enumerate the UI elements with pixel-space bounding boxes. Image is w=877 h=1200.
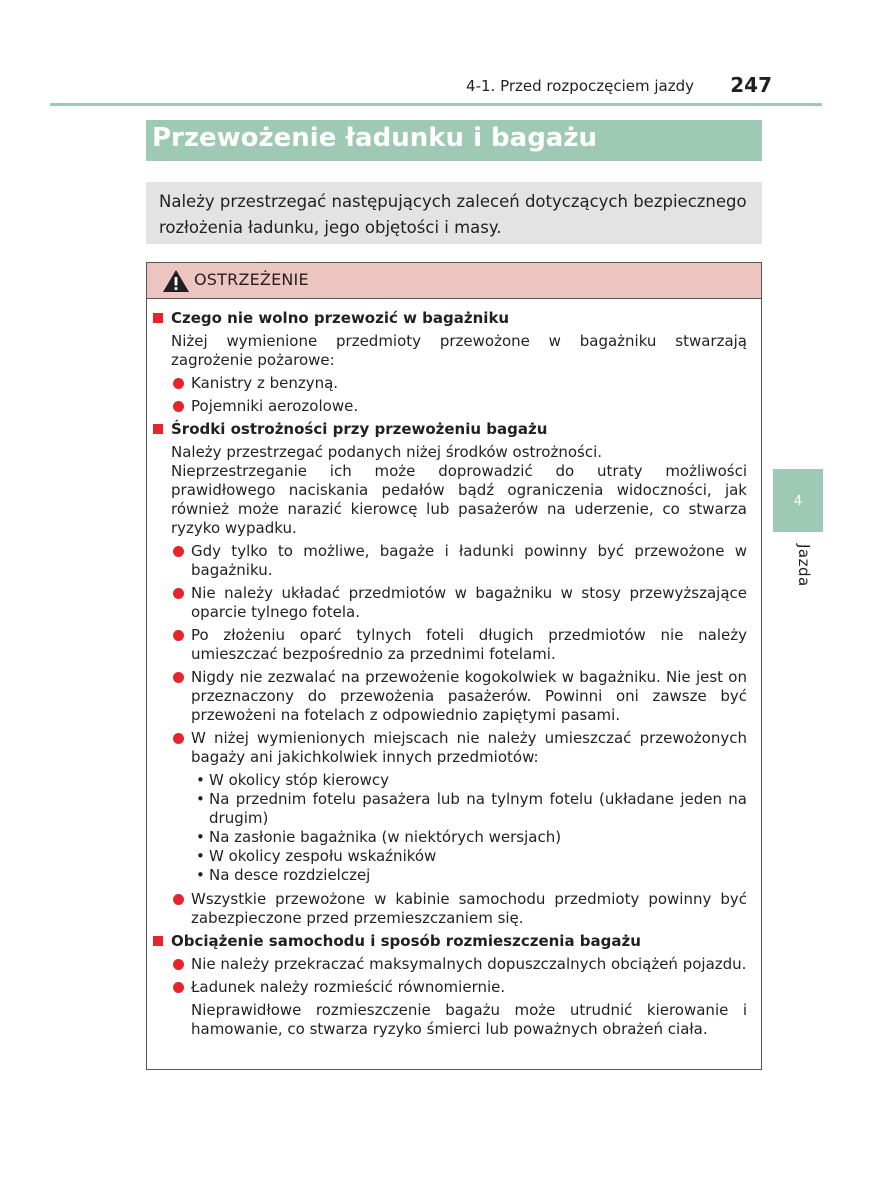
list-item: Kanistry z benzyną. (153, 374, 747, 393)
chapter-label: Jazda (795, 544, 813, 587)
intro-box: Należy przestrzegać następujących zaleceń dotyczących bezpiecznego rozłożenia ładunku, jego objętości i masy. (146, 182, 762, 244)
sub-list-item: • W okolicy stóp kierowcy (153, 771, 747, 790)
list-item: Gdy tylko to możliwe, bagaże i ładunki powinny być przewożone w bagażniku. (153, 542, 747, 580)
warning-label: OSTRZEŻENIE (194, 270, 309, 289)
list-item: Pojemniki aerozolowe. (153, 397, 747, 416)
warning-triangle-icon (162, 269, 190, 293)
list-item: Ładunek należy rozmieścić równomiernie. (153, 978, 747, 997)
section-heading: Czego nie wolno przewozić w bagażniku (153, 309, 747, 328)
warning-header (147, 263, 761, 299)
title-bar (146, 120, 762, 161)
section-heading: Obciążenie samochodu i sposób rozmieszczenia bagażu (153, 932, 747, 951)
list-item: Nigdy nie zezwalać na przewożenie kogokolwiek w bagażniku. Nie jest on przeznaczony do przewożenia pasażerów. Powinni oni zawsze być przewożeni na fotelach z odpowiednio zapiętymi pasami. (153, 668, 747, 725)
sub-list-item: • Na przednim fotelu pasażera lub na tylnym fotelu (układane jeden na drugim) (153, 790, 747, 828)
list-item: Wszystkie przewożone w kabinie samochodu przedmioty powinny być zabezpieczone przed przemieszczaniem się. (153, 890, 747, 928)
paragraph: Nieprawidłowe rozmieszczenie bagażu może utrudnić kierowanie i hamowanie, co stwarza ryzyko śmierci lub poważnych obrażeń ciała. (191, 1001, 747, 1038)
warning-body (153, 309, 747, 1043)
page-number: 247 (730, 73, 772, 97)
paragraph (153, 443, 747, 538)
header-section-title: 4-1. Przed rozpoczęciem jazdy (466, 77, 694, 95)
section-heading: Środki ostrożności przy przewożeniu bagażu (153, 420, 747, 439)
page-title: Przewożenie ładunku i bagażu (152, 123, 597, 153)
sub-list-item: • Na desce rozdzielczej (153, 866, 747, 885)
sub-list-item: • W okolicy zespołu wskaźników (153, 847, 747, 866)
list-item: Po złożeniu oparć tylnych foteli długich przedmiotów nie należy umieszczać bezpośrednio za przednimi fotelami. (153, 626, 747, 664)
sub-list-item: • Na zasłonie bagażnika (w niektórych wersjach) (153, 828, 747, 847)
paragraph: Niżej wymienione przedmioty przewożone w bagażniku stwarzają zagrożenie pożarowe: (171, 332, 747, 369)
paragraph-line: Należy przestrzegać podanych niżej środków ostrożności. (171, 443, 603, 461)
list-item: W niżej wymienionych miejscach nie należy umieszczać przewożonych bagaży ani jakichkolwiek innych przedmiotów: (153, 729, 747, 767)
warning-box (146, 262, 762, 1070)
chapter-number: 4 (793, 494, 803, 509)
list-item: Nie należy układać przedmiotów w bagażniku w stosy przewyższające oparcie tylnego fotela. (153, 584, 747, 622)
header-rule (50, 103, 822, 106)
list-item: Nie należy przekraczać maksymalnych dopuszczalnych obciążeń pojazdu. (153, 955, 747, 974)
chapter-tab (773, 469, 823, 532)
paragraph-line: Nieprzestrzeganie ich może doprowadzić do utraty możliwości prawidłowego naciskania pedałów bądź ograniczenia widoczności, jak również może narazić kierowcę lub pasażerów na uderzenie, co stwarza ryzyko wypadku. (171, 462, 747, 537)
